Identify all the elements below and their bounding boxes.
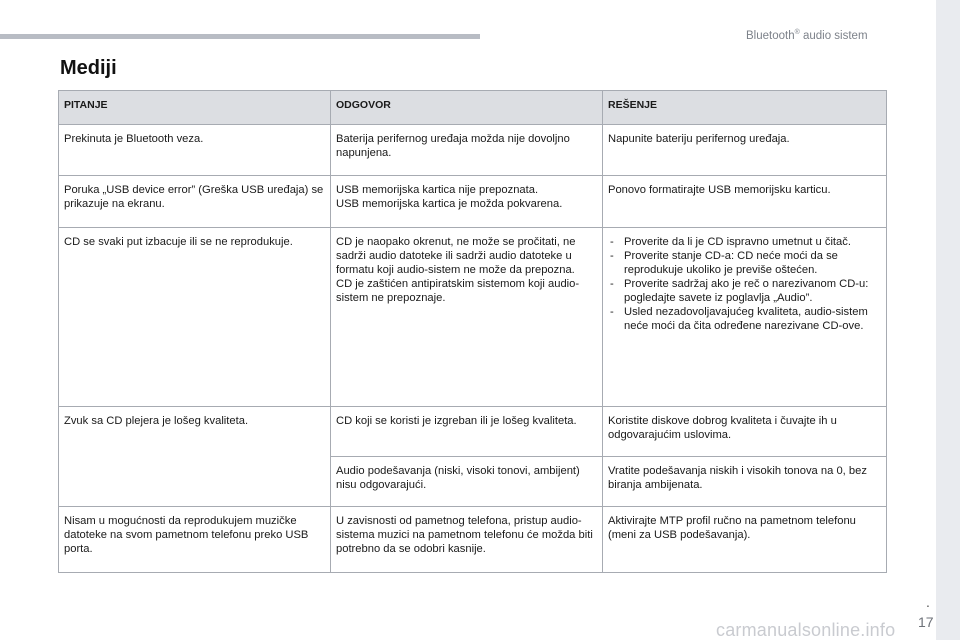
- answer-line: USB memorijska kartica nije prepoznata.: [336, 184, 539, 196]
- answer-line: CD je naopako okrenut, ne može se pročitati, ne sadrži audio datoteke ili sadrži audio datoteke u formatu koji audio-sistem ne može da prepozna.: [336, 236, 576, 276]
- solution-cell: Aktivirajte MTP profil ručno na pametnom telefonu (meni za USB podešavanja).: [603, 507, 887, 573]
- running-header: [746, 29, 868, 42]
- table-row: [59, 507, 887, 573]
- table-row: [59, 407, 887, 457]
- page-title: Mediji: [60, 57, 117, 79]
- page-number: 17: [918, 614, 934, 630]
- solution-cell: Vratite podešavanja niskih i visokih tonova na 0, bez biranja ambijenata.: [603, 457, 887, 507]
- running-header-brand: Bluetooth: [746, 30, 795, 42]
- running-header-suffix: audio sistem: [799, 30, 868, 42]
- table-row: [59, 125, 887, 176]
- table-row: [59, 176, 887, 228]
- answer-cell: CD koji se koristi je izgreban ili je lošeg kvaliteta.: [331, 407, 603, 457]
- solution-list-item: - Proverite sadržaj ako je reč o narezivanom CD-u: pogledajte savete iz poglavlja „Audio”.: [608, 277, 881, 305]
- answer-cell: U zavisnosti od pametnog telefona, pristup audio-sistema muzici na pametnom telefonu će možda biti potrebno da se odobri kasnije.: [331, 507, 603, 573]
- column-header-solution: REŠENJE: [603, 91, 887, 125]
- question-cell: Zvuk sa CD plejera je lošeg kvaliteta.: [59, 407, 331, 457]
- solution-list: [608, 235, 881, 333]
- question-cell: Nisam u mogućnosti da reprodukujem muzičke datoteke na svom pametnom telefonu preko USB porta.: [59, 507, 331, 573]
- table-row: [59, 228, 887, 407]
- solution-list-item: - Proverite stanje CD-a: CD neće moći da se reprodukuje ukoliko je previše oštećen.: [608, 249, 881, 277]
- question-cell: Prekinuta je Bluetooth veza.: [59, 125, 331, 176]
- solution-cell: Ponovo formatirajte USB memorijsku karticu.: [603, 176, 887, 228]
- solution-list-item: - Proverite da li je CD ispravno umetnut u čitač.: [608, 235, 881, 249]
- answer-cell: [331, 176, 603, 228]
- registered-mark: ®: [794, 29, 800, 36]
- answer-cell: Baterija perifernog uređaja možda nije dovoljno napunjena.: [331, 125, 603, 176]
- solution-cell: [603, 228, 887, 407]
- question-cell: Poruka „USB device error” (Greška USB uređaja) se prikazuje na ekranu.: [59, 176, 331, 228]
- table-header-row: [59, 91, 887, 125]
- column-header-question: PITANJE: [59, 91, 331, 125]
- question-cell: CD se svaki put izbacuje ili se ne reprodukuje.: [59, 228, 331, 407]
- answer-cell: Audio podešavanja (niski, visoki tonovi, ambijent) nisu odgovarajući.: [331, 457, 603, 507]
- question-cell-empty: [59, 457, 331, 507]
- solution-cell: Koristite diskove dobrog kvaliteta i čuvajte ih u odgovarajućim uslovima.: [603, 407, 887, 457]
- column-header-answer: ODGOVOR: [331, 91, 603, 125]
- solution-cell: Napunite bateriju perifernog uređaja.: [603, 125, 887, 176]
- page-dot: .: [926, 594, 930, 610]
- watermark-text: carmanualsonline.info: [716, 620, 896, 640]
- solution-list-item: - Usled nezadovoljavajućeg kvaliteta, audio-sistem neće moći da čita određene narezivane CD-ove.: [608, 305, 881, 333]
- right-margin-band: [936, 0, 960, 640]
- answer-cell: [331, 228, 603, 407]
- answer-line: USB memorijska kartica je možda pokvarena.: [336, 198, 563, 210]
- top-decorative-rule: [0, 34, 480, 39]
- troubleshooting-table: [58, 90, 887, 573]
- table-row: [59, 457, 887, 507]
- answer-line: CD je zaštićen antipiratskim sistemom koji audio-sistem ne prepoznaje.: [336, 278, 580, 304]
